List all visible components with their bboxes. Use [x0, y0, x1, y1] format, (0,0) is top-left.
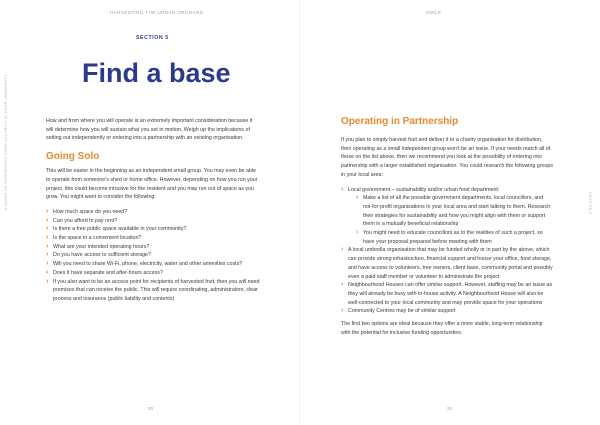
list-item: › Will you need to share Wi-Fi, phone, electricity, water and other amenities costs?	[46, 260, 261, 269]
list-item: › A local umbrella organisation that may be funded wholly or in part by the above, which can provide strong infrastructure, financial support and house your office, food storage, and have access to volunteers, tree owners, client base, community portal and possibly even a paid staff member or volunteer to administrate the project	[341, 246, 553, 281]
left-column	[46, 117, 261, 308]
list-item: › Community Centres may be of similar support	[341, 307, 553, 316]
running-head-right: OWLS	[426, 10, 442, 15]
going-solo-heading: Going Solo	[46, 151, 100, 163]
partnership-paragraph: If you plan to simply harvest fruit and deliver it to a charity organisation for distribution, then operating as a small independent group won't be an issue. If your needs match all of those on the list above, then we recommend you look at the possibility of entering into partnership with a larger established organisation. You could research the following groups in your local area:	[341, 137, 554, 178]
list-item: › What are your intended operating hours?	[46, 243, 261, 252]
local-gov-item: Local government – sustainability and/or urban food department:	[348, 186, 500, 193]
section-label: SECTION 5	[136, 35, 169, 41]
right-column	[341, 136, 553, 343]
running-head-left: HARVESTING THE URBAN ORCHARD	[110, 10, 204, 15]
going-solo-list	[46, 208, 261, 304]
list-item: › Is there a free public space available in your community?	[46, 225, 261, 234]
going-solo-paragraph: This will be easier in the beginning as an independent small group. You may even be able to operate from someone's shed or home office. However, depending on how you run your project, this could become intrusive for the resident and you may run out of space as you grow. You might want to consider the following:	[46, 168, 258, 201]
closing-paragraph: The first two options are ideal because they offer a more stable, long-term relationship with the potential for inclusive funding opportunities.	[341, 321, 543, 336]
list-item: › Neighbourhood Houses can offer similar support. However, staffing may be an issue as they will already be busy with in-house activity. A Neighbourhood House will also be well-connected to your local community and may provide space for your operations	[341, 281, 553, 307]
intro-paragraph: How and from where you will operate is an extremely important consideration because it will determine how you will sustain what you set in motion. Weigh up the implications of setting out independently or entering into a partnership with an existing organisation.	[46, 118, 253, 142]
list-item: › Is the space in a convenient location?	[46, 234, 261, 243]
list-item: › Can you afford to pay rent?	[46, 217, 261, 226]
local-gov-sublist	[348, 194, 553, 246]
side-text-right: SECTION 5	[588, 192, 592, 215]
page-number-right: 31	[447, 406, 453, 411]
sub-list-item: › You might need to educate councillors as to the realities of such a project, so have your proposal prepared before meeting with them	[356, 229, 553, 246]
sub-list-item: › Make a list of all the possible government departments, local councillors, and not-for-profit organisations in your local area and start talking to them. Research their strategies for sustainability and how you might align with them or support them in a mutually beneficial relationship	[356, 194, 553, 229]
list-item: › If you also want to be an access point for recipients of harvested fruit, then you will need premises that can receive the public. This will require coordinating, administration, clear process and insurance (public liability and contents)	[46, 278, 261, 304]
partnership-list	[341, 186, 553, 317]
page-number-left: 30	[148, 406, 154, 411]
list-item	[341, 186, 553, 247]
list-item: › Do you have access to sufficient storage?	[46, 251, 261, 260]
side-text-left: A GUIDE TO SUPPORTING FOOD SECURITY IN YOUR COMMUNITY	[4, 74, 8, 210]
page-title: Find a base	[82, 58, 231, 88]
list-item: › Does it have separate and after-hours access?	[46, 269, 261, 278]
partnership-heading: Operating in Partnership	[341, 116, 459, 127]
list-item: › How much space do you need?	[46, 208, 261, 217]
